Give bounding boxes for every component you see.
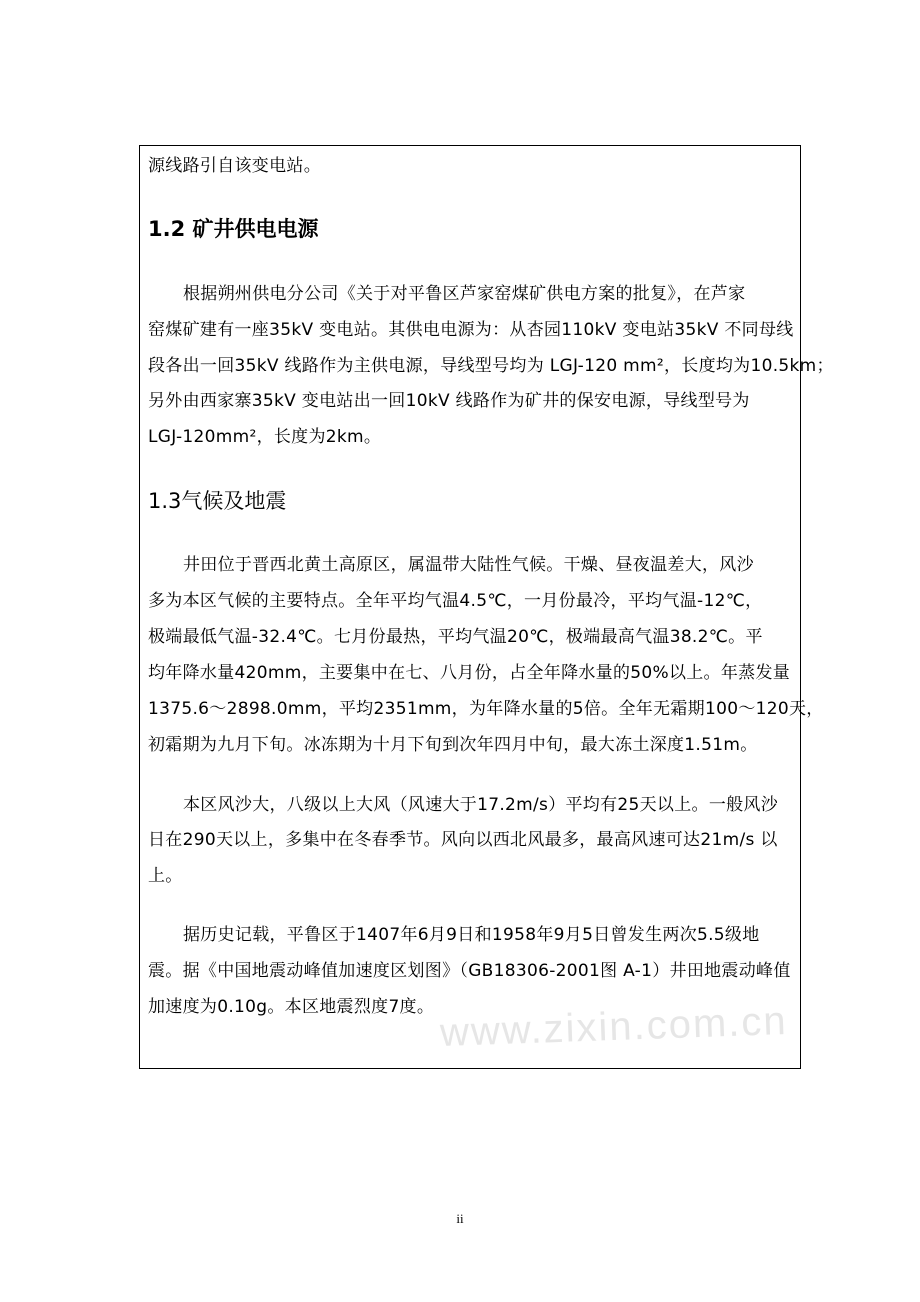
paragraph-line: 1375.6～2898.0mm，平均2351mm，为年降水量的5倍。全年无霜期100～120天， xyxy=(148,699,824,719)
paragraph-line: 均年降水量420mm，主要集中在七、八月份，占全年降水量的50%以上。年蒸发量 xyxy=(148,663,791,683)
paragraph-line: 极端最低气温-32.4℃。七月份最热，平均气温20℃，极端最高气温38.2℃。平 xyxy=(148,627,763,647)
paragraph-line: LGJ-120mm²，长度为2km。 xyxy=(148,427,382,447)
paragraph-line: 窑煤矿建有一座35kV 变电站。其供电电源为：从杏园110kV 变电站35kV 不同母线 xyxy=(148,320,794,340)
paragraph-line: 据历史记载，平鲁区于1407年6月9日和1958年9月5日曾发生两次5.5级地 xyxy=(183,925,760,945)
section-heading-climate: 1.3气候及地震 xyxy=(148,489,287,513)
paragraph-line: 加速度为0.10g。本区地震烈度7度。 xyxy=(148,997,435,1017)
paragraph-line: 多为本区气候的主要特点。全年平均气温4.5℃，一月份最冷，平均气温-12℃， xyxy=(148,591,763,611)
paragraph-line: 上。 xyxy=(148,866,183,886)
intro-line: 源线路引自该变电站。 xyxy=(148,156,321,176)
paragraph-line: 日在290天以上，多集中在冬春季节。风向以西北风最多，最高风速可达21m/s 以 xyxy=(148,830,778,850)
paragraph-line: 根据朔州供电分公司《关于对平鲁区芦家窑煤矿供电方案的批复》，在芦家 xyxy=(183,284,746,304)
paragraph-line: 初霜期为九月下旬。冰冻期为十月下旬到次年四月中旬，最大冻土深度1.51m。 xyxy=(148,735,758,755)
paragraph-line: 另外由西家寨35kV 变电站出一回10kV 线路作为矿井的保安电源，导线型号为 xyxy=(148,391,750,411)
paragraph-line: 段各出一回35kV 线路作为主供电源，导线型号均为 LGJ-120 mm²，长度均为10.5km； xyxy=(148,356,834,376)
paragraph-line: 本区风沙大，八级以上大风（风速大于17.2m/s）平均有25天以上。一般风沙 xyxy=(183,795,779,815)
paragraph-line: 震。据《中国地震动峰值加速度区划图》（GB18306-2001图 A-1）井田地震动峰值 xyxy=(148,961,791,981)
section-heading-power-supply: 1.2 矿井供电电源 xyxy=(148,217,319,241)
page-number: ii xyxy=(456,1211,464,1226)
watermark: www.zixin.com.cn xyxy=(439,998,789,1056)
paragraph-line: 井田位于晋西北黄土高原区，属温带大陆性气候。干燥、昼夜温差大，风沙 xyxy=(183,555,754,575)
